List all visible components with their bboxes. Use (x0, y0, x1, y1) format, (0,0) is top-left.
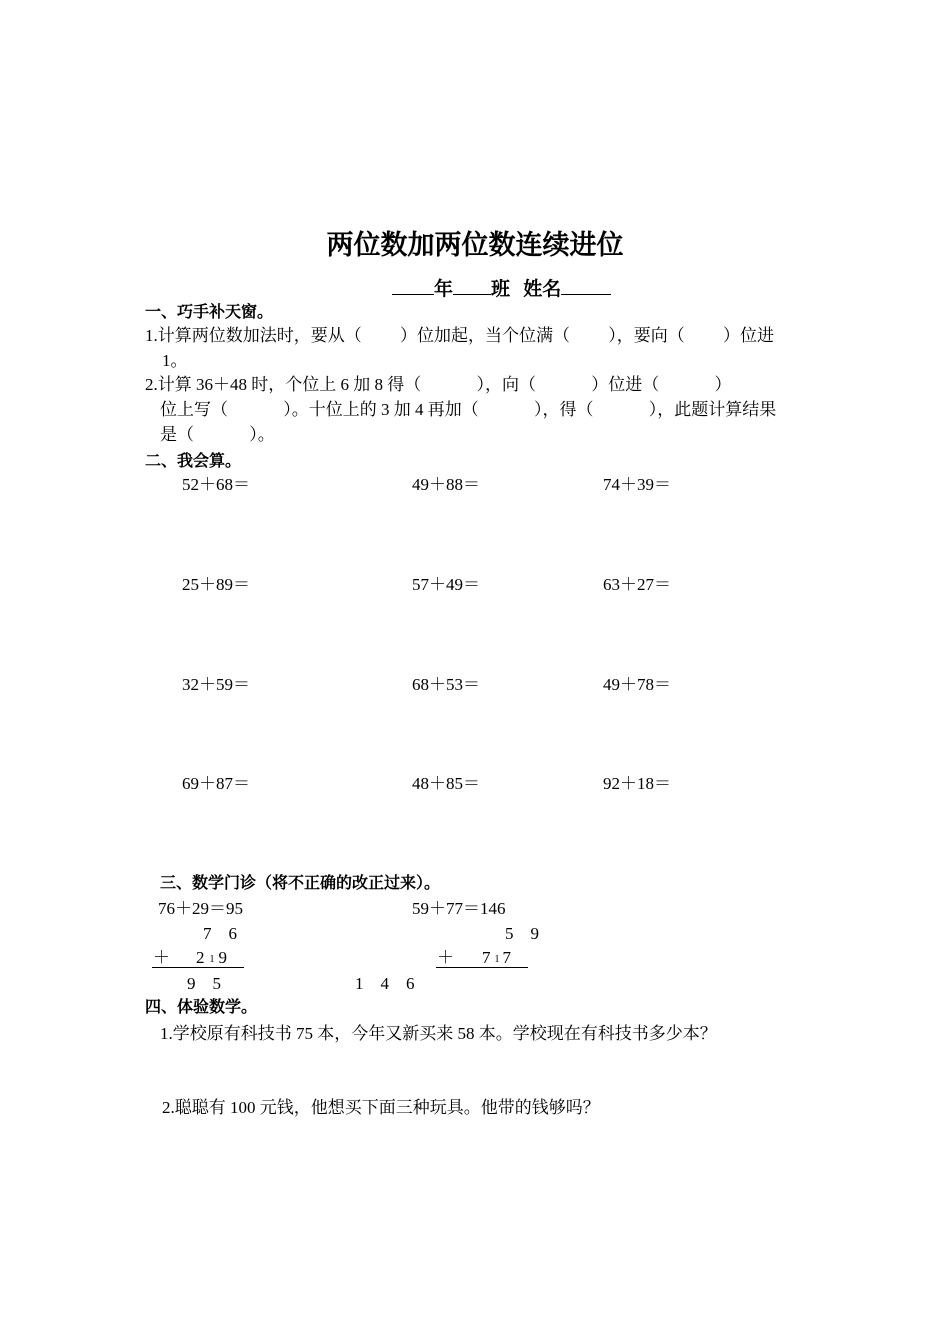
problem: 68＋53＝ (412, 675, 480, 694)
section1-q1-line1: 1.计算两位数加法时，要从（ ）位加起，当个位满（ ），要向（ ）位进 (145, 326, 774, 345)
student-info (392, 277, 611, 299)
problem: 48＋85＝ (412, 774, 480, 793)
grade-blank[interactable] (392, 277, 434, 295)
problem: 74＋39＝ (603, 475, 671, 494)
page-title: 两位数加两位数连续进位 (326, 230, 624, 261)
section4-q2: 2.聪聪有 100 元钱，他想买下面三种玩具。他带的钱够吗？ (162, 1098, 600, 1117)
grade-label: 年 (434, 278, 454, 300)
problem: 92＋18＝ (603, 774, 671, 793)
section3-heading: 三、数学门诊（将不正确的改正过来）。 (160, 873, 441, 892)
problem: 32＋59＝ (182, 675, 250, 694)
class-label: 班 (491, 278, 511, 300)
vertical-result-left: 9 5 (187, 974, 221, 993)
vertical-bottom-right (437, 949, 511, 966)
problem: 69＋87＝ (182, 774, 250, 793)
section4-heading: 四、体验数学。 (145, 997, 258, 1016)
name-label: 姓名 (523, 278, 562, 300)
problem: 57＋49＝ (412, 575, 480, 594)
vertical-bottom-left (153, 949, 227, 966)
problem: 25＋89＝ (182, 575, 250, 594)
tens-digit: 7 (482, 948, 491, 967)
section2-heading: 二、我会算。 (145, 451, 242, 470)
vertical-result-right: 1 4 6 (355, 974, 415, 993)
wrong-equation-left: 76＋29＝95 (158, 899, 243, 918)
problem: 52＋68＝ (182, 475, 250, 494)
class-blank[interactable] (453, 277, 491, 295)
section4-q1: 1.学校原有科技书 75 本，今年又新买来 58 本。学校现在有科技书多少本？ (160, 1024, 717, 1043)
name-blank[interactable] (561, 277, 611, 295)
sum-line-right (436, 967, 528, 968)
vertical-top-right: 5 9 (505, 924, 539, 943)
carry-mark: 1 (209, 954, 215, 965)
plus-sign: ＋ (437, 948, 454, 967)
plus-sign: ＋ (153, 948, 170, 967)
section1-heading: 一、巧手补天窗。 (145, 302, 274, 321)
ones-digit: 7 (502, 948, 511, 967)
problem: 49＋78＝ (603, 675, 671, 694)
section1-q2-line1: 2.计算 36＋48 时，个位上 6 加 8 得（ ），向（ ）位进（ ） (145, 375, 732, 394)
wrong-equation-right: 59＋77＝146 (412, 899, 506, 918)
vertical-top-left: 7 6 (203, 924, 237, 943)
section1-q2-line3: 是（ ）。 (160, 425, 275, 444)
problem: 49＋88＝ (412, 475, 480, 494)
problem: 63＋27＝ (603, 575, 671, 594)
sum-line-left (152, 967, 244, 968)
section1-q2-line2: 位上写（ ）。十位上的 3 加 4 再加（ ），得（ ），此题计算结果 (160, 400, 777, 419)
carry-mark: 1 (494, 954, 500, 965)
ones-digit: 9 (218, 948, 227, 967)
tens-digit: 2 (196, 948, 205, 967)
section1-q1-line2: 1。 (162, 351, 188, 370)
